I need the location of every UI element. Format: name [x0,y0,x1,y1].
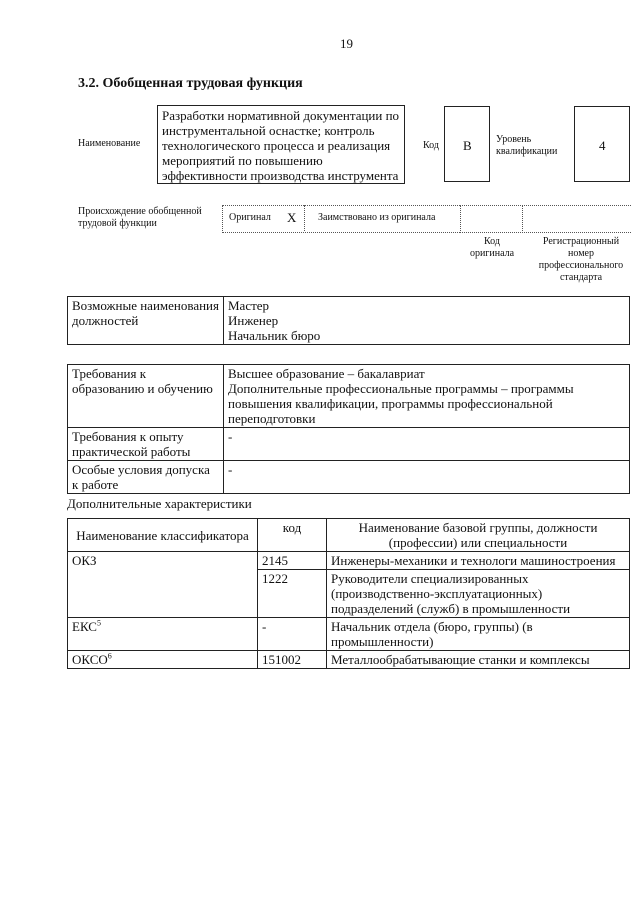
additional-header-row [68,519,630,552]
borrowed-label: Заимствовано из оригинала [318,212,436,223]
requirement-value: - [224,428,630,461]
requirements-row [68,365,630,428]
positions-table [67,296,630,345]
classifier-cell [68,618,258,651]
origin-divider-right [522,205,523,231]
table-row [68,552,630,570]
position-item: Начальник бюро [228,328,321,343]
level-value-box [574,106,630,182]
level-label: Уровень квалификации [496,134,558,157]
name-cell: Металлообрабатывающие станки и комплексы [327,651,630,669]
footnote-mark: 5 [96,618,101,628]
level-value: 4 [599,138,606,153]
requirement-label-text: Требования к образованию и обучению [72,366,213,396]
code-label: Код [423,140,439,151]
requirements-row [68,428,630,461]
code-cell: 151002 [258,651,327,669]
code-cell: 1222 [258,570,327,618]
footnote-mark: 6 [107,651,112,661]
positions-row [68,297,630,345]
position-item: Мастер [228,298,270,313]
additional-title: Дополнительные характеристики [67,496,252,511]
positions-label [68,297,224,345]
code-cell: 2145 [258,552,327,570]
requirement-label-text: Требования к опыту практической работы [72,429,191,459]
col-classifier-header: Наименование классификатора [68,519,258,552]
requirements-row [68,461,630,494]
requirements-table [67,364,630,494]
position-item: Инженер [228,313,279,328]
requirement-label [68,461,224,494]
code-original-box [460,205,631,233]
requirement-label-text: Особые условия допуска к работе [72,462,210,492]
table-row [68,651,630,669]
original-mark: X [287,210,297,225]
name-cell: Начальник отдела (бюро, группы) (в промышленности) [327,618,630,651]
name-cell: Руководители специализированных (производственно-эксплуатационных) подразделений (служб) в промышленности [327,570,630,618]
origin-label: Происхождение обобщенной трудовой функции [78,206,202,229]
name-value: Разработки нормативной документации по инструментальной оснастке; контроль технологического процесса и реализация мероприятий по повышению эффективности производства инструмента [162,108,400,183]
positions-values [224,297,630,345]
requirement-label [68,365,224,428]
classifier-text: ЕКС [72,619,97,634]
classifier-text: ОКЗ [72,553,97,568]
origin-divider-mid [304,205,305,231]
additional-table [67,518,630,669]
name-value-box [157,105,405,184]
code-original-label: Код оригинала [469,236,515,259]
code-value: B [463,138,472,153]
origin-divider-left [222,205,223,231]
page-number: 19 [340,36,353,51]
classifier-text: ОКСО [72,652,108,667]
code-value-box [444,106,490,182]
code-cell: - [258,618,327,651]
reg-number-label: Регистрационный номер профессионального стандарта [538,236,624,283]
classifier-cell [68,552,258,618]
col-name-header: Наименование базовой группы, должности (профессии) или специальности [327,519,630,552]
name-cell: Инженеры-механики и технологи машиностроения [327,552,630,570]
name-label: Наименование [78,138,141,149]
positions-label-text: Возможные наименования должностей [72,298,219,328]
table-row [68,618,630,651]
original-label: Оригинал [229,212,271,223]
requirement-value: Высшее образование – бакалавриат Дополнительные профессиональные программы – программы повышения квалификации, программы профессиональной переподготовки [224,365,630,428]
section-heading: 3.2. Обобщенная трудовая функция [78,76,303,91]
col-code-header: код [258,519,327,552]
requirement-label [68,428,224,461]
requirement-value: - [224,461,630,494]
classifier-cell [68,651,258,669]
